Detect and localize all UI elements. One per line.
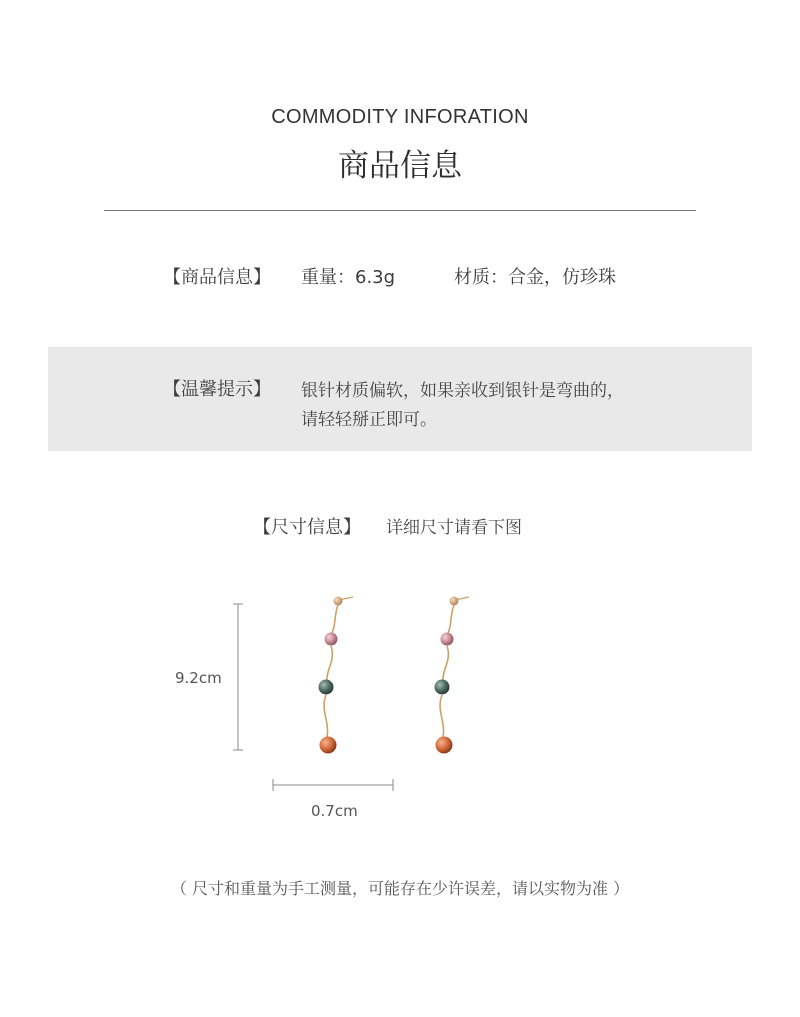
tip-line-2: 请轻轻掰正即可。	[301, 410, 437, 430]
weight-text: 重量：6.3g	[301, 267, 396, 288]
size-description: 详细尺寸请看下图	[386, 518, 522, 538]
height-value: 9.2cm	[175, 669, 222, 687]
size-label: 【尺寸信息】	[253, 517, 361, 538]
tip-line-1: 银针材质偏软，如果亲收到银针是弯曲的，	[301, 381, 624, 401]
earring-left	[319, 597, 354, 754]
material-text: 材质：合金，仿珍珠	[454, 267, 616, 288]
width-value: 0.7cm	[311, 802, 358, 820]
measurement-note: （ 尺寸和重量为手工测量，可能存在少许误差，请以实物为准 ）	[170, 879, 630, 898]
title-chinese: 商品信息	[338, 148, 462, 184]
title-english: COMMODITY INFORATION	[271, 106, 529, 128]
info-label: 【商品信息】	[163, 267, 271, 288]
earring-right	[435, 597, 470, 754]
tip-label: 【温馨提示】	[163, 379, 271, 400]
